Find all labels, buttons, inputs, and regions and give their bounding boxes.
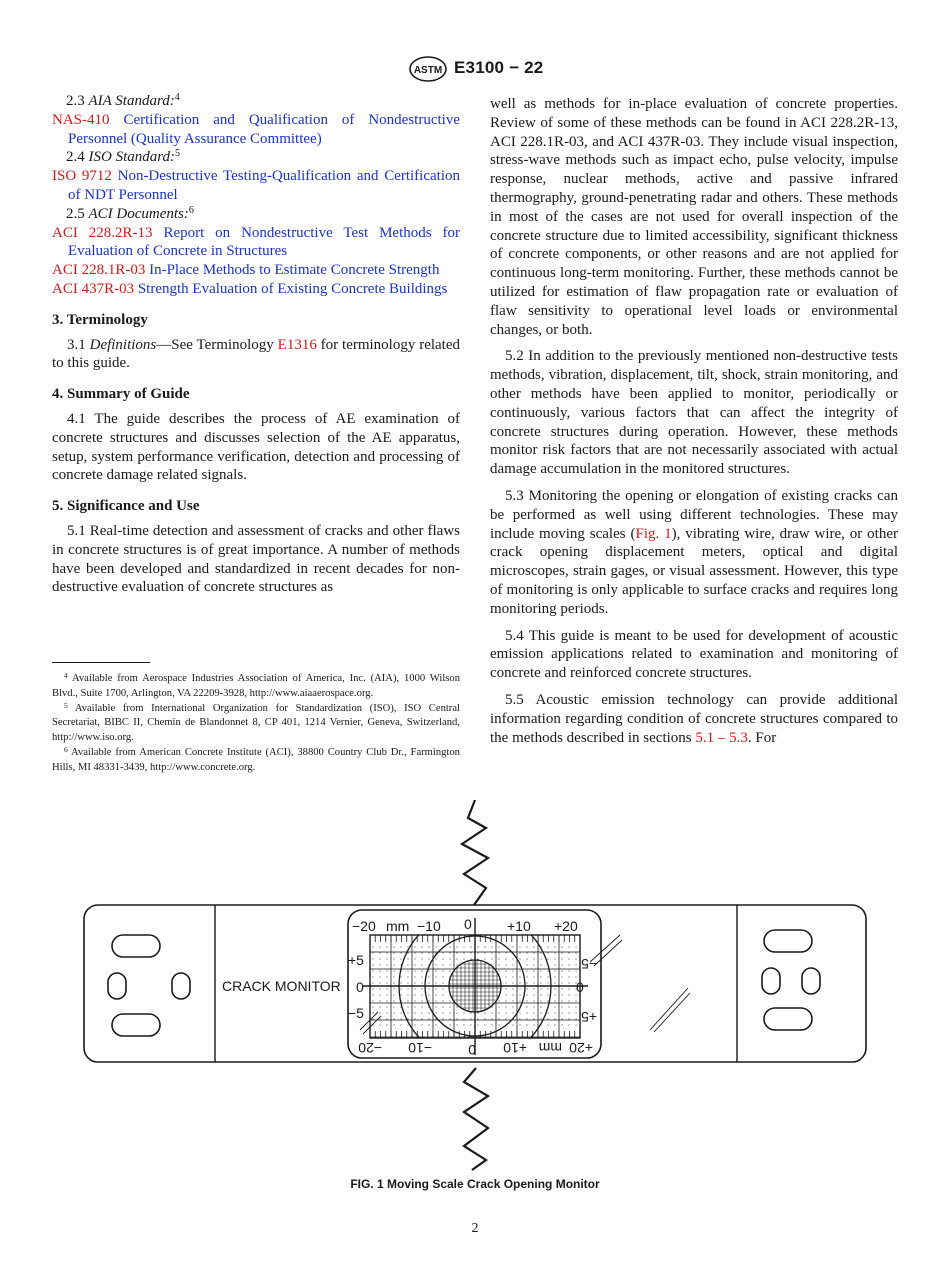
section-2-4: 2.4 ISO Standard:$^5$ <box>66 148 181 166</box>
svg-text:−5: −5 <box>348 1005 364 1021</box>
svg-text:mm: mm <box>386 918 410 934</box>
paragraph-5-1-continued: well as methods for in-place evaluation of concrete properties. Review of some of these methods can be found in ACI 228.2R-13, ACI 228.1R-03, and ACI 437R-03. They include visual inspection, stress-wave methods such as impact echo, pulse velocity, impulse response, nuclear methods, active and passive infrared thermography, ground-penetrating radar and others. These methods in most of the cases are not used for overall inspection of the concrete structure due to limited accessibility, significant thickness of concrete components, or other reasons and are not applied for continuous long-term monitoring. Further, these methods cannot be utilized for estimation of flaw propagation rate or evaluation of flaw sensitivity to operational level loads or environmental changes, or both. <box>490 96 898 338</box>
iso-9712-link[interactable]: ISO 9712 <box>52 168 112 185</box>
heading-significance: 5. Significance and Use <box>52 498 200 515</box>
paragraph-5-1: 5.1 Real-time detection and assessment of cracks and other flaws in concrete structures is of great importance. A number of methods have been developed and standardized in recent decades for non-destructive evaluation of concrete structures as <box>52 522 460 596</box>
aci-228-1r-title-link[interactable]: In-Place Methods to Estimate Concrete Strength <box>149 262 440 279</box>
svg-text:+10: +10 <box>503 1040 527 1056</box>
svg-text:+5: +5 <box>581 1009 597 1025</box>
svg-text:0: 0 <box>464 916 472 932</box>
e1316-link[interactable]: E1316 <box>277 336 317 353</box>
svg-text:−10: −10 <box>417 918 441 934</box>
reference-iso-9712 <box>52 167 460 205</box>
reference-aci-228-1r <box>52 261 460 280</box>
section-2-3: 2.3 AIA Standard:$^4$ <box>66 92 180 109</box>
page-header <box>0 56 950 82</box>
crack-monitor-label: CRACK MONITOR <box>222 978 341 994</box>
sections-5-1-5-3-link[interactable]: 5.1 – 5.3 <box>695 729 748 746</box>
paragraph-5-2: 5.2 In addition to the previously mentioned non-destructive tests methods, vibration, displacement, tilt, shock, strain monitoring, and other methods have been applied to monitor, periodically or continuously, various factors that can affect the integrity of concrete structures during operation. However, these methods monitor risk factors that are not necessarily associated with actual damage accumulation in the monitored structures. <box>490 348 898 478</box>
nas-410-title-link[interactable]: Certification and Qualification of Nondestructive Personnel (Quality Assurance Committee) <box>68 111 460 147</box>
paragraph-5-5: 5.5 Acoustic emission technology can provide additional information regarding condition of concrete structures compared to the methods described in sections 5.1 – 5.3. For <box>490 691 898 746</box>
svg-text:0: 0 <box>576 979 584 995</box>
footnote-4: $^4$ Available from Aerospace Industries Association of America, Inc. (AIA), 1000 Wilson Blvd., Suite 1700, Arlington, VA 22209-3928, http://www.aiaaerospace.org. <box>52 671 460 699</box>
reference-aci-437r <box>52 280 460 299</box>
heading-terminology: 3. Terminology <box>52 311 148 328</box>
fig-1-link[interactable]: Fig. 1 <box>635 525 672 542</box>
footnote-6: $^6$ Available from American Concrete Institute (ACI), 38800 Country Club Dr., Farmington Hills, MI 48331-3439, http://www.concrete.org. <box>52 744 460 773</box>
paragraph-5-4: 5.4 This guide is meant to be used for development of acoustic emission applications related to examination and monitoring of concrete and reinforced concrete structures. <box>490 627 898 682</box>
crack-line-bottom <box>464 1068 488 1170</box>
svg-text:+20: +20 <box>554 918 578 934</box>
figure-caption: FIG. 1 Moving Scale Crack Opening Monitor <box>350 1177 600 1191</box>
left-column <box>52 92 460 597</box>
svg-text:−20: −20 <box>358 1040 382 1056</box>
aci-437r-link[interactable]: ACI 437R-03 <box>52 280 135 297</box>
footnote-divider <box>52 662 150 663</box>
paragraph-5-3: 5.3 Monitoring the opening or elongation of existing cracks can be performed as well using different technologies. These may include moving scales (Fig. 1), vibrating wire, draw wire, or other crack opening displacement meters, optical and digital microscopes, strain gages, or visual assessment. However, this type of monitoring is only applicable to surface cracks and requires long monitoring periods. <box>490 487 899 617</box>
svg-text:+5: +5 <box>348 952 364 968</box>
svg-text:+10: +10 <box>507 918 531 934</box>
paragraph-4-1: 4.1 The guide describes the process of AE examination of concrete structures and discusses selection of the AE apparatus, setup, system performance verification, detection and processing of concrete damage related signals. <box>52 410 460 484</box>
svg-text:+20: +20 <box>569 1040 593 1056</box>
crack-monitor-figure <box>60 800 890 1175</box>
heading-summary: 4. Summary of Guide <box>52 386 190 403</box>
crack-line-top <box>462 800 488 905</box>
document-id: E3100 − 22 <box>454 58 544 77</box>
nas-410-link[interactable]: NAS-410 <box>52 111 110 128</box>
aci-228-1r-link[interactable]: ACI 228.1R-03 <box>52 262 146 279</box>
page-number: 2 <box>471 1221 479 1236</box>
aci-228-2r-title-link[interactable]: Report on Nondestructive Test Methods for Evaluation of Concrete in Structures <box>68 224 460 260</box>
svg-text:−5: −5 <box>581 956 597 972</box>
reference-aci-228-2r <box>52 224 460 262</box>
footnotes <box>52 672 460 776</box>
paragraph-3-1: 3.1 Definitions—See Terminology E1316 for terminology related to this guide. <box>52 336 460 372</box>
astm-logo-icon <box>408 56 448 82</box>
right-mounting-slots <box>762 930 820 1030</box>
svg-text:mm: mm <box>538 1040 562 1056</box>
iso-9712-title-link[interactable]: Non-Destructive Testing-Qualification and Certification of NDT Personnel <box>68 168 460 203</box>
svg-text:0: 0 <box>468 1042 476 1058</box>
aci-228-2r-link[interactable]: ACI 228.2R-13 <box>52 224 153 241</box>
right-column <box>490 95 898 747</box>
svg-text:−10: −10 <box>408 1040 432 1056</box>
svg-text:ASTM: ASTM <box>413 65 443 76</box>
left-mounting-slots <box>108 935 190 1036</box>
svg-text:0: 0 <box>356 979 364 995</box>
section-2-5: 2.5 ACI Documents:$^6$ <box>66 204 194 222</box>
aci-437r-title-link[interactable]: Strength Evaluation of Existing Concrete Buildings <box>137 280 448 297</box>
reference-nas-410 <box>52 111 460 149</box>
svg-text:−20: −20 <box>352 918 376 934</box>
footnote-5: $^5$ Available from International Organization for Standardization (ISO), ISO Central Secretariat, BIBC II, Chemin de Blandonnet 8, CP 401, 1214 Vernier, Geneva, Switzerland, http://www.iso.org. <box>52 700 460 744</box>
